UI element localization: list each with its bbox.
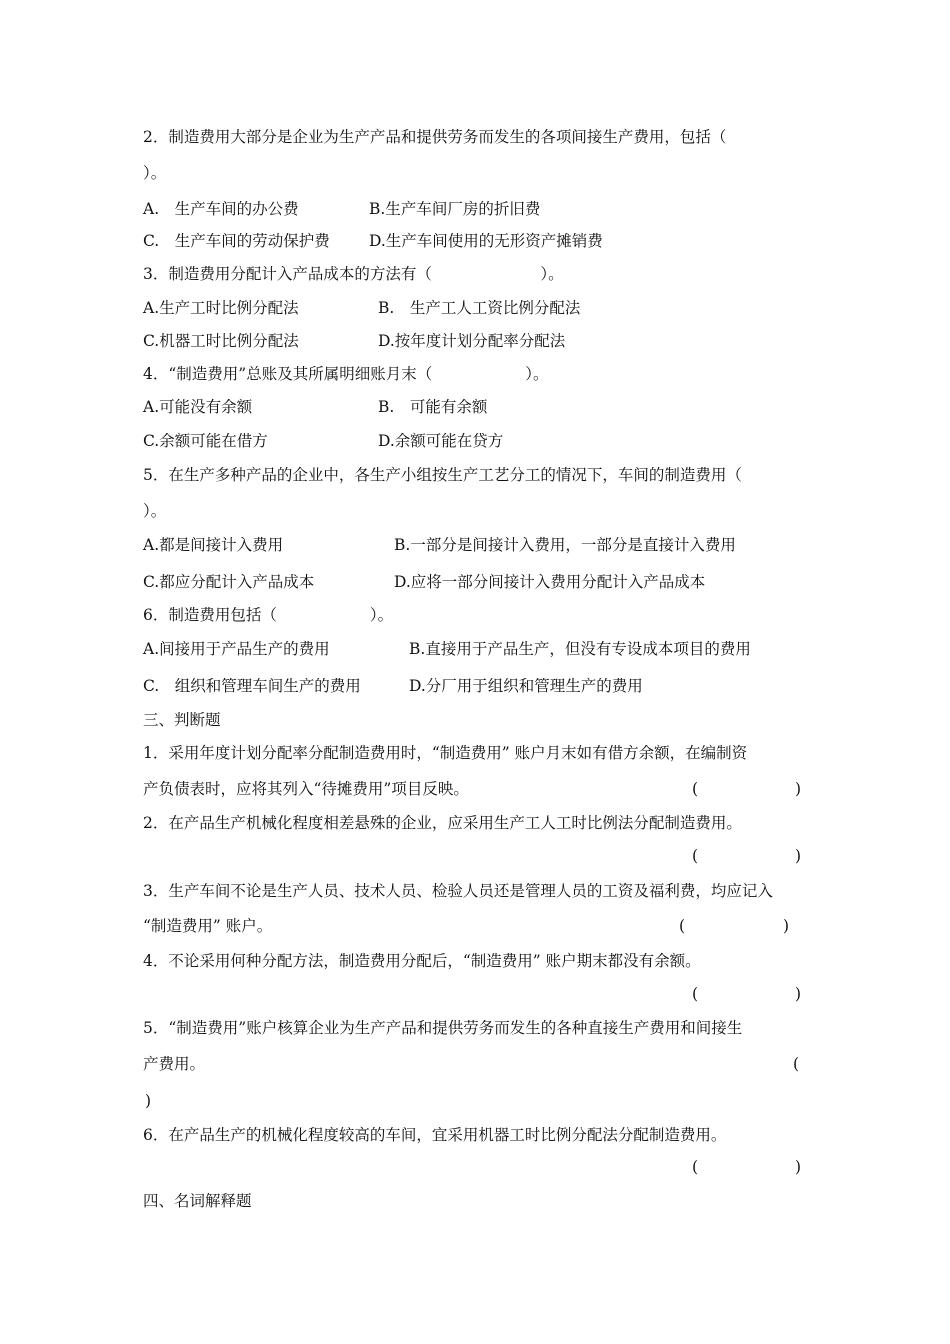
q5-option-a: A.都是间接计入费用 (143, 536, 284, 554)
q6-stem: 6．制造费用包括（ ）。 (143, 606, 394, 624)
judge6-paren-open: ( (692, 1158, 699, 1176)
judge2-paren-open: ( (692, 847, 699, 865)
q2-stem-line1: 2．制造费用大部分是企业为生产产品和提供劳务而发生的各项间接生产费用，包括（ (143, 128, 727, 146)
judge3-line2: “制造费用” 账户。 (143, 917, 273, 935)
q6-option-a: A.间接用于产品生产的费用 (143, 640, 330, 658)
judge1-paren-open: ( (692, 780, 699, 798)
judge6-paren-close: ) (795, 1158, 802, 1176)
q3-option-b: B. 生产工人工资比例分配法 (378, 299, 581, 317)
section4-title: 四、名词解释题 (143, 1192, 252, 1210)
judge5-line2: 产费用。 (143, 1055, 206, 1073)
section3-title: 三、判断题 (143, 711, 221, 729)
q5-option-d: D.应将一部分间接计入费用分配计入产品成本 (394, 573, 706, 591)
judge2-paren-close: ) (795, 847, 802, 865)
q2-stem-line2: ）。 (143, 164, 167, 182)
q4-stem: 4．“制造费用”总账及其所属明细账月末（ ）。 (143, 365, 549, 383)
q3-option-c: C.机器工时比例分配法 (143, 332, 299, 350)
q2-option-a: A. 生产车间的办公费 (143, 200, 299, 218)
judge1-line2: 产负债表时，应将其列入“待摊费用”项目反映。 (143, 780, 469, 798)
q4-option-d: D.余额可能在贷方 (378, 432, 504, 450)
q2-option-c: C. 生产车间的劳动保护费 (143, 232, 330, 250)
judge5-line1: 5．“制造费用”账户核算企业为生产产品和提供劳务而发生的各种直接生产费用和间接生 (143, 1019, 743, 1037)
q3-stem: 3．制造费用分配计入产品成本的方法有（ ）。 (143, 265, 564, 283)
judge4-line1: 4．不论采用何种分配方法，制造费用分配后，“制造费用” 账户期末都没有余额。 (143, 952, 701, 970)
judge4-paren-open: ( (692, 985, 699, 1003)
q4-option-c: C.余额可能在借方 (143, 432, 268, 450)
q5-option-b: B.一部分是间接计入费用，一部分是直接计入费用 (394, 536, 736, 554)
judge1-line1: 1．采用年度计划分配率分配制造费用时，“制造费用” 账户月末如有借方余额，在编制资 (143, 744, 748, 762)
judge5-paren-open: ( (793, 1055, 800, 1073)
q2-option-d: D.生产车间使用的无形资产摊销费 (369, 232, 603, 250)
q6-option-c: C. 组织和管理车间生产的费用 (143, 677, 361, 695)
q5-option-c: C.都应分配计入产品成本 (143, 573, 315, 591)
judge3-paren-open: ( (679, 917, 686, 935)
judge2-line1: 2．在产品生产机械化程度相差悬殊的企业，应采用生产工人工时比例法分配制造费用。 (143, 814, 742, 832)
q6-option-b: B.直接用于产品生产，但没有专设成本项目的费用 (409, 640, 751, 658)
judge1-paren-close: ) (795, 780, 802, 798)
q5-stem-line1: 5．在生产多种产品的企业中，各生产小组按生产工艺分工的情况下，车间的制造费用（ (143, 466, 742, 484)
q5-stem-line2: ）。 (143, 502, 167, 520)
judge3-line1: 3．生产车间不论是生产人员、技术人员、检验人员还是管理人员的工资及福利费，均应记入 (143, 882, 773, 900)
q2-option-b: B.生产车间厂房的折旧费 (369, 200, 541, 218)
judge5-paren-close: ) (145, 1092, 152, 1110)
judge3-paren-close: ) (783, 917, 790, 935)
q4-option-a: A.可能没有余额 (143, 398, 253, 416)
q3-option-d: D.按年度计划分配率分配法 (378, 332, 566, 350)
q6-option-d: D.分厂用于组织和管理生产的费用 (409, 677, 643, 695)
judge6-line1: 6．在产品生产的机械化程度较高的车间，宜采用机器工时比例分配法分配制造费用。 (143, 1126, 727, 1144)
q3-option-a: A.生产工时比例分配法 (143, 299, 299, 317)
q4-option-b: B. 可能有余额 (378, 398, 488, 416)
judge4-paren-close: ) (795, 985, 802, 1003)
